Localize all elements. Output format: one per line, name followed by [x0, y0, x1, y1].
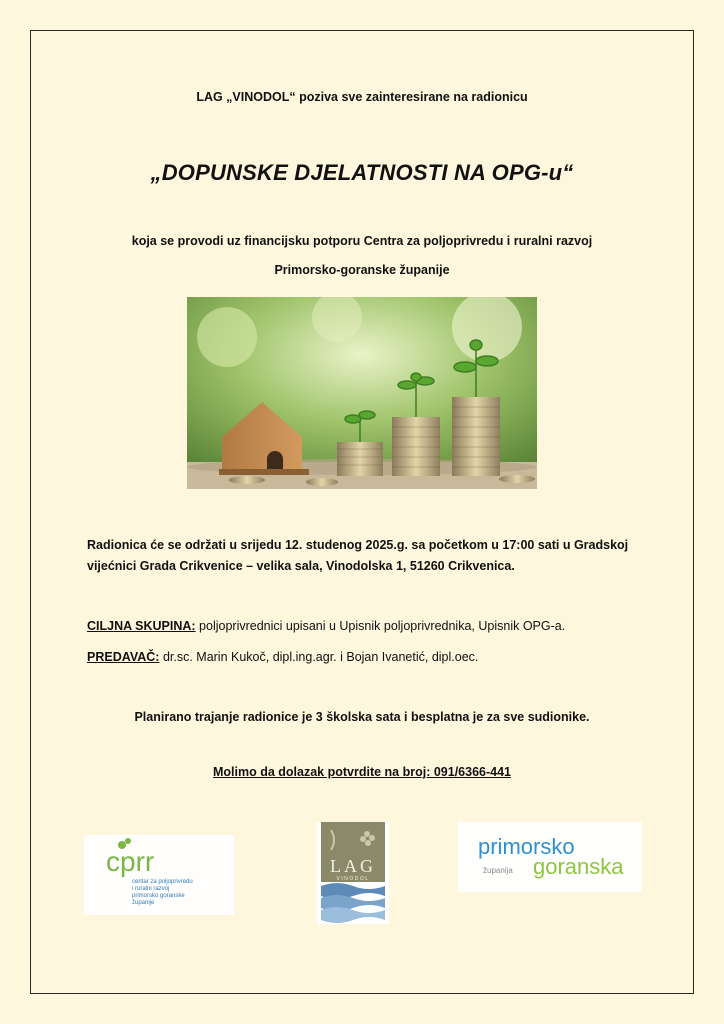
- intro-text: LAG „VINODOL“ poziva sve zainteresirane na radionicu: [196, 90, 528, 104]
- target-group-text: poljoprivrednici upisani u Upisnik poljoprivrednika, Upisnik OPG-a.: [195, 619, 566, 633]
- house-coins-photo: [187, 297, 537, 489]
- cprr-line-2: i ruralni razvoj: [132, 886, 170, 892]
- event-details-line-1: Radionica će se održati u srijedu 12. studenog 2025.g. sa početkom u 17:00 sati u Gradskoj: [87, 538, 629, 552]
- cprr-line-1: centar za poljoprivredu: [132, 879, 193, 885]
- lecturer-label: PREDAVAČ:: [87, 650, 160, 664]
- target-group: [87, 616, 647, 637]
- lecturer-text: dr.sc. Marin Kukoč, dipl.ing.agr. i Bojan Ivanetić, dipl.oec.: [159, 650, 479, 664]
- cprr-line-4: županije: [132, 900, 155, 906]
- pg-small: županija: [483, 866, 513, 875]
- subtitle-line-1: koja se provodi uz financijsku potporu Centra za poljoprivredu i ruralni razvoj: [131, 234, 593, 248]
- rsvp-phone: Molimo da dolazak potvrdite na broj: 091/6366-441: [212, 765, 511, 779]
- lag-mark: LAG: [330, 856, 376, 876]
- workshop-title: „DOPUNSKE DJELATNOSTI NA OPG-u“: [150, 160, 574, 185]
- event-details: [87, 535, 647, 577]
- cprr-line-3: primorsko goranske: [132, 893, 185, 899]
- target-group-label: CILJNA SKUPINA:: [87, 619, 196, 633]
- duration-note: Planirano trajanje radionice je 3 školska sata i besplatna je za sve sudionike.: [134, 710, 590, 724]
- cprr-mark: cprr: [106, 846, 155, 877]
- lecturer: [87, 647, 647, 668]
- lag-vinodol-logo: [317, 822, 389, 924]
- primorsko-goranska-logo: [458, 822, 642, 892]
- subtitle-line-2: Primorsko-goranske županije: [274, 263, 450, 277]
- lag-sub: VINODOL: [336, 876, 370, 882]
- pg-word-1: primorsko: [478, 834, 575, 859]
- pg-word-2: goranska: [533, 854, 624, 879]
- cprr-logo: [84, 835, 234, 915]
- event-details-line-2: vijećnici Grada Crikvenice – velika sala, Vinodolska 1, 51260 Crikvenica.: [87, 559, 515, 573]
